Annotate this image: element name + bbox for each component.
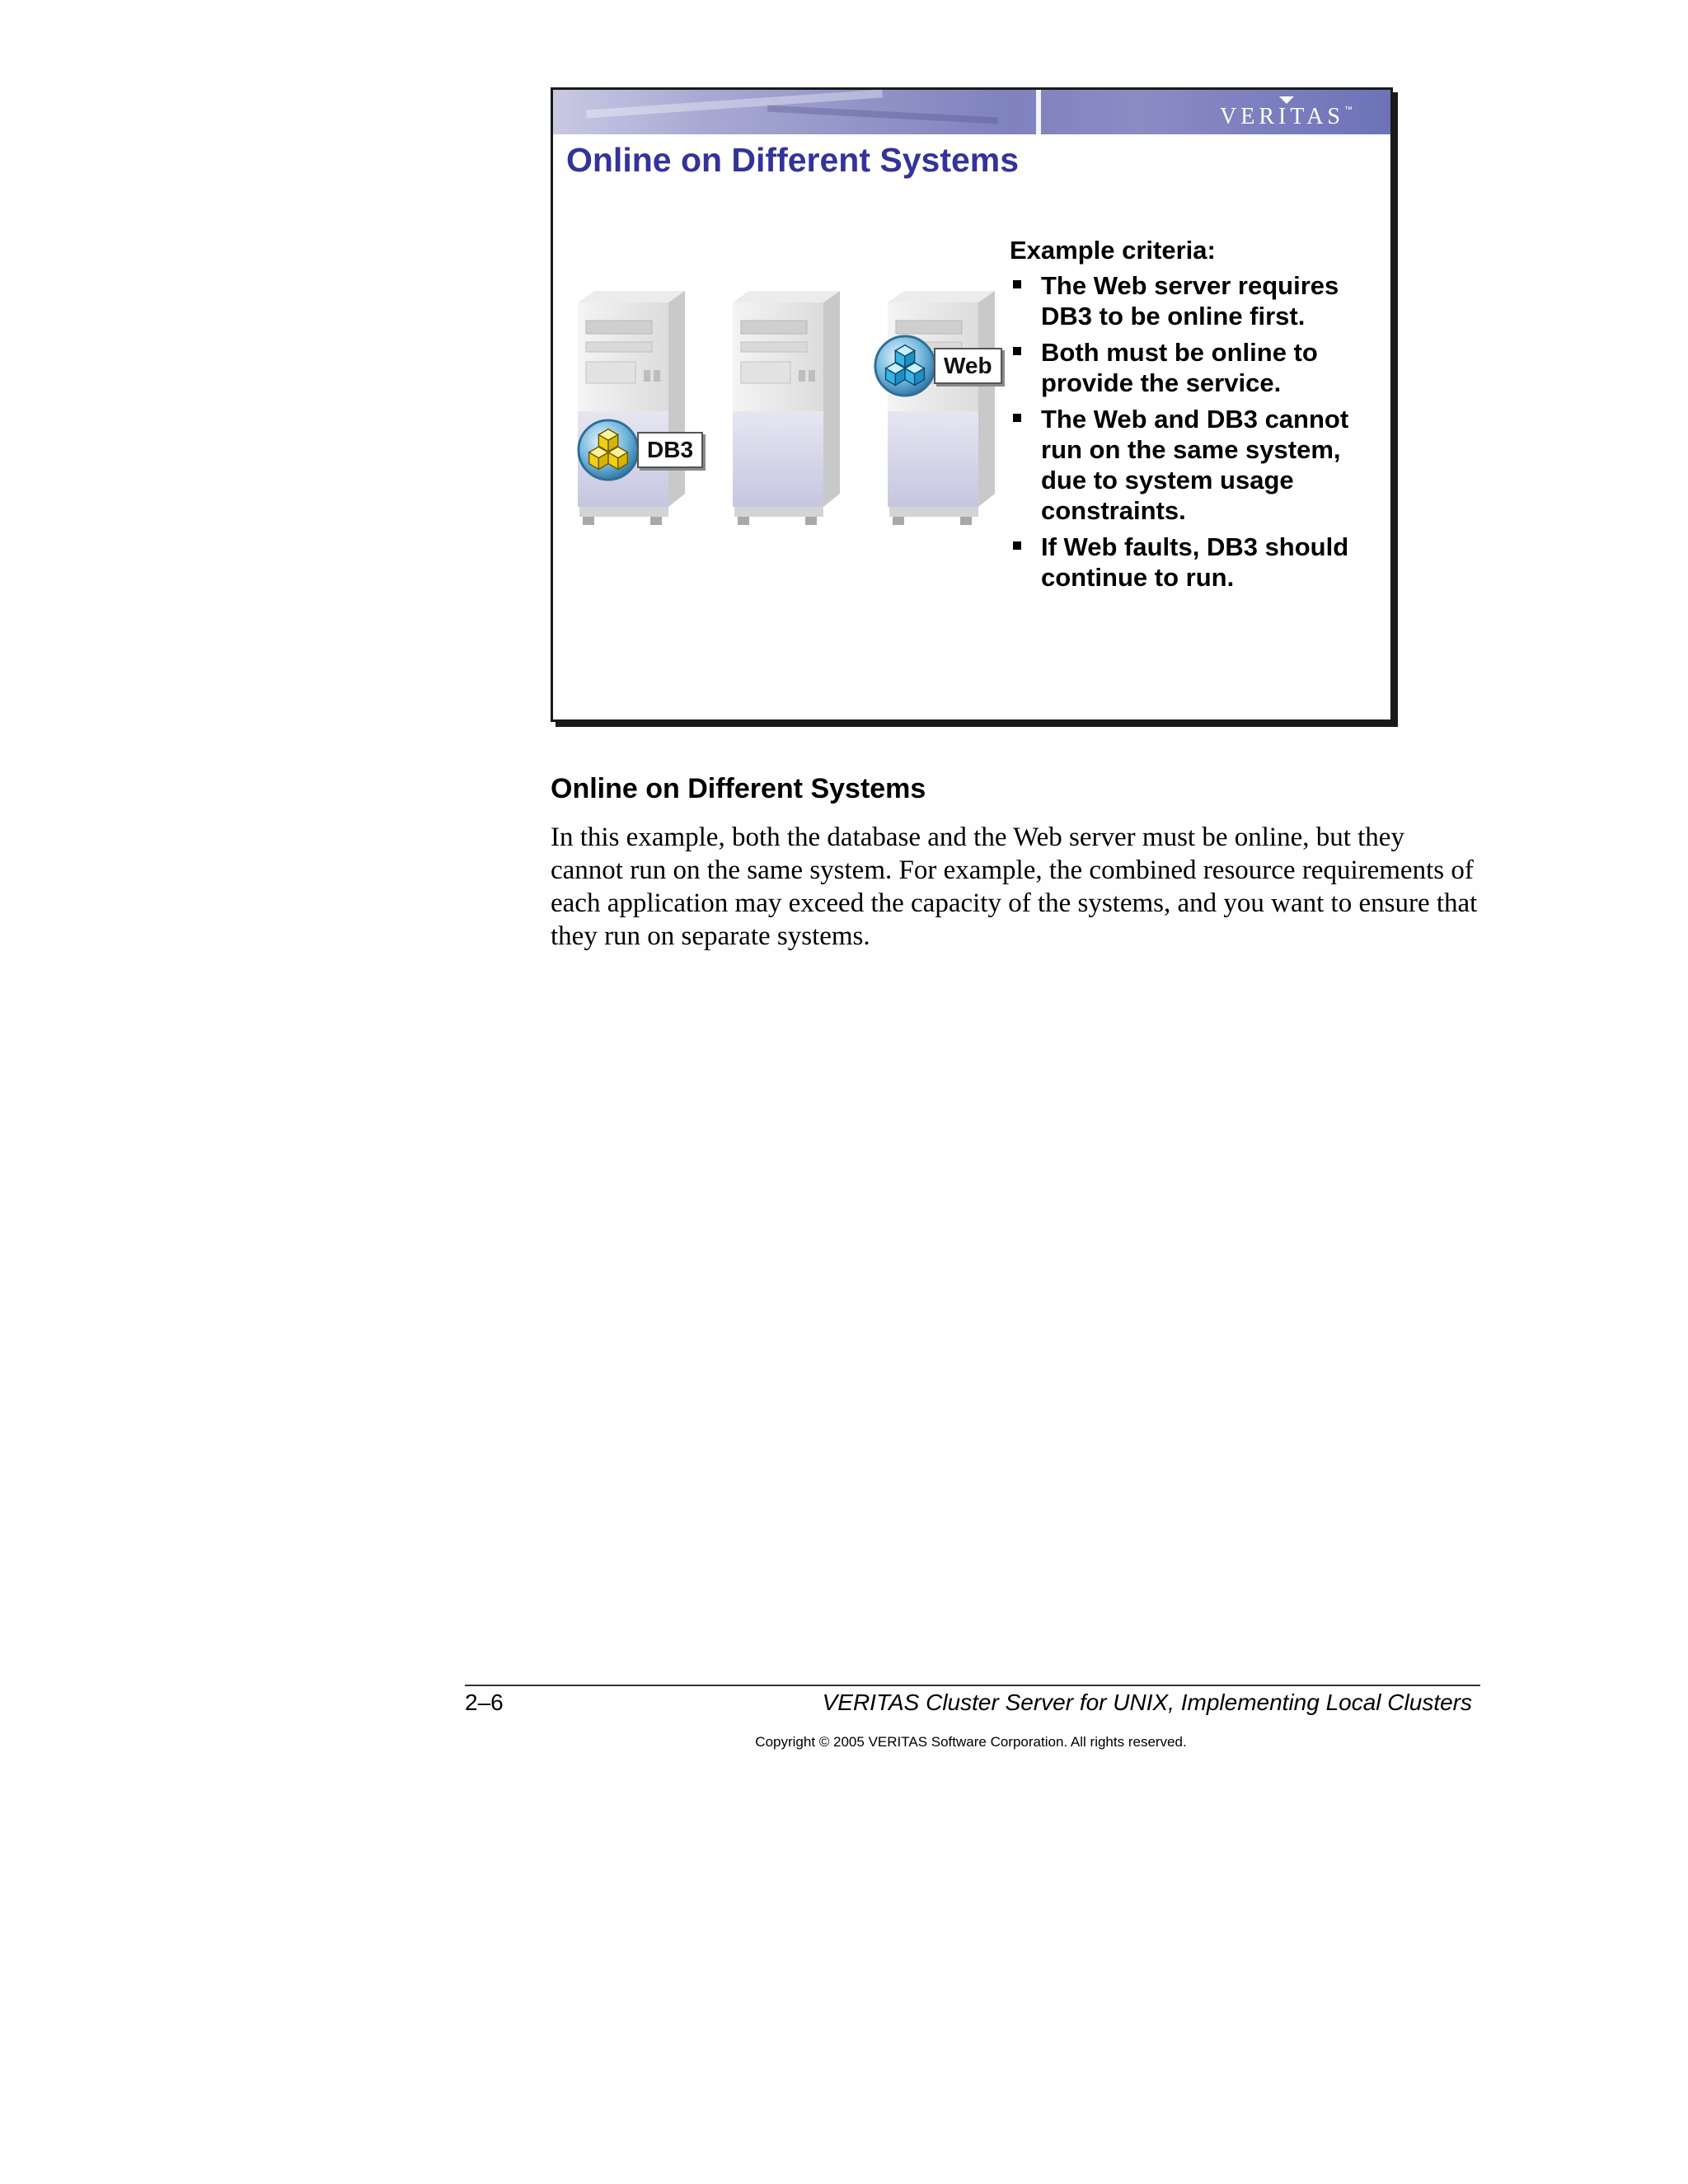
slide-banner: [553, 90, 1390, 134]
criteria-item-text: The Web and DB3 cannot run on the same system, due to system usage constraints.: [1041, 405, 1349, 525]
criteria-item: [1010, 270, 1381, 331]
section-heading: Online on Different Systems: [551, 773, 926, 804]
square-bullet-icon: [1013, 347, 1021, 355]
footer-divider: [465, 1685, 1480, 1686]
server-icon: [871, 288, 995, 527]
copyright-notice: Copyright © 2005 VERITAS Software Corporation. All rights reserved.: [755, 1734, 1187, 1750]
square-bullet-icon: [1013, 541, 1021, 550]
web-resource-badge: [873, 334, 1002, 398]
server-icon: [716, 288, 840, 527]
banner-decoration: [767, 105, 998, 124]
criteria-panel: [1010, 235, 1381, 598]
square-bullet-icon: [1013, 414, 1021, 422]
logo-mark-icon: [1279, 96, 1294, 104]
book-title: VERITAS Cluster Server for UNIX, Implementing Local Clusters: [822, 1690, 1472, 1715]
criteria-item-text: The Web server requires DB3 to be online first.: [1041, 271, 1339, 330]
criteria-list: [1010, 270, 1381, 593]
slide-title: Online on Different Systems: [566, 141, 1020, 179]
server-icon: [561, 288, 685, 527]
banner-divider: [1036, 90, 1041, 134]
criteria-item-text: If Web faults, DB3 should continue to run.: [1041, 532, 1349, 592]
criteria-item: [1010, 532, 1381, 593]
square-bullet-icon: [1013, 280, 1021, 288]
body-paragraph: In this example, both the database and the Web server must be online, but they cannot run on the same system. For example, the combined resource requirements of each application may exceed the capacity of the systems, and you want to ensure that they run on separate systems.: [551, 823, 1478, 951]
criteria-item-text: Both must be online to provide the service.: [1041, 338, 1318, 397]
criteria-heading: Example criteria:: [1010, 236, 1216, 265]
slide: [551, 87, 1393, 722]
logo-text: VERITAS: [1220, 104, 1344, 129]
veritas-logo: [1220, 96, 1353, 129]
web-cubes-icon: [873, 334, 937, 398]
logo-trademark: ™: [1344, 105, 1353, 115]
web-label: Web: [934, 348, 1002, 384]
criteria-item: [1010, 404, 1381, 526]
db3-label: DB3: [637, 432, 703, 468]
database-cubes-icon: [576, 418, 640, 482]
page-number: 2–6: [465, 1690, 504, 1715]
db3-resource-badge: [576, 418, 703, 482]
criteria-item: [1010, 337, 1381, 398]
